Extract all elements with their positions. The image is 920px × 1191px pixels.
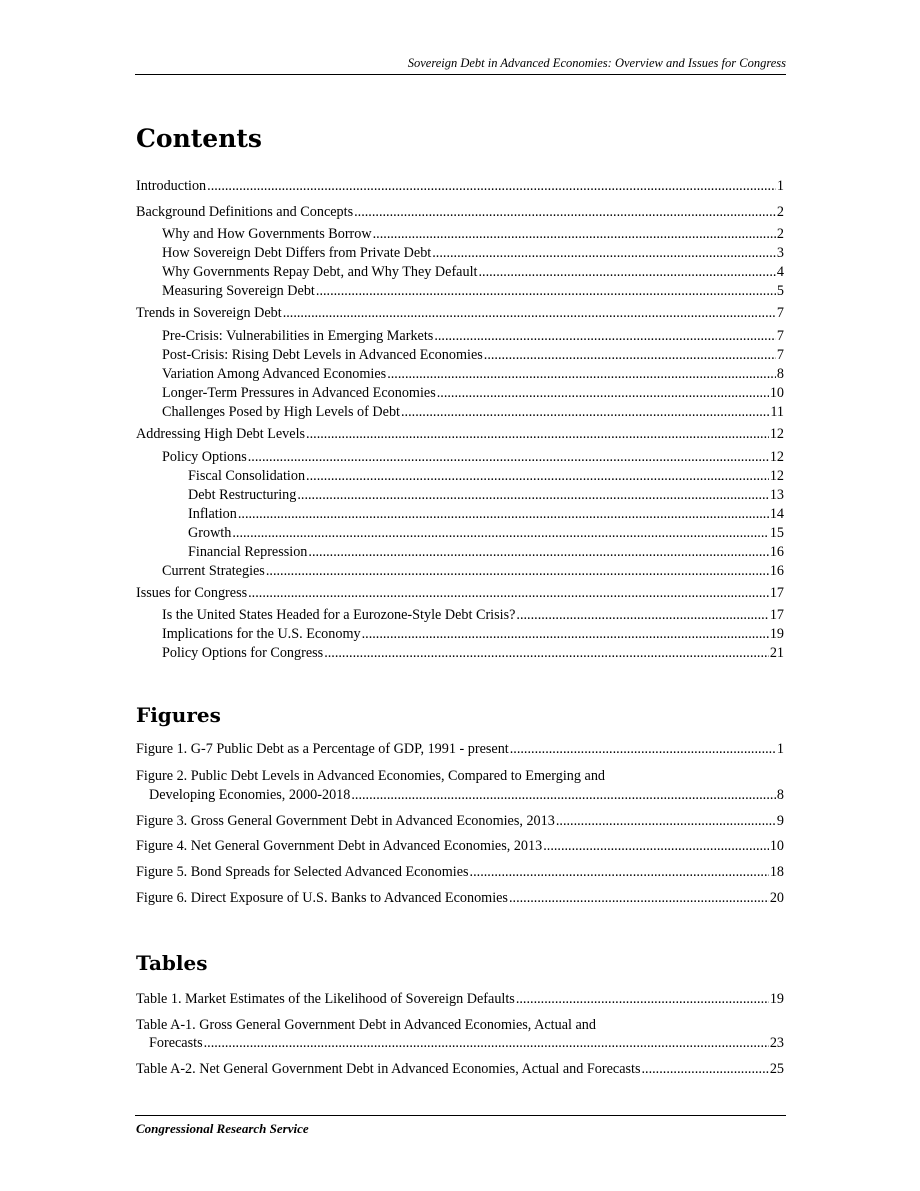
toc-entry-page: 3 [776, 245, 784, 261]
toc-entry-page: 21 [769, 645, 784, 661]
toc-entry-fiscal-consolidation[interactable] [188, 467, 784, 485]
toc-entry-measuring[interactable] [162, 282, 784, 300]
toc-entry-issues[interactable] [136, 584, 784, 602]
toc-entry-text: Implications for the U.S. Economy [162, 626, 361, 642]
toc-entry-text: Variation Among Advanced Economies [162, 366, 387, 382]
toc-entry-page: 14 [769, 506, 784, 522]
toc-entry-text: Challenges Posed by High Levels of Debt [162, 404, 400, 420]
toc-entry-text: Issues for Congress [136, 585, 248, 601]
table-entry-a1[interactable] [149, 1034, 784, 1052]
toc-entry-page: 2 [776, 226, 784, 242]
figure-entry-3[interactable] [136, 812, 784, 830]
toc-entry-page: 7 [776, 328, 784, 344]
figure-entry-text: Figure 6. Direct Exposure of U.S. Banks to Advanced Economies [136, 890, 508, 906]
toc-entry-text: Policy Options for Congress [162, 645, 324, 661]
toc-entry-page: 1 [776, 178, 784, 194]
toc-entry-text: Fiscal Consolidation [188, 468, 306, 484]
toc-entry-text: Introduction [136, 178, 207, 194]
figure-entry-1[interactable] [136, 740, 784, 758]
toc-entry-challenges[interactable] [162, 403, 784, 421]
figure-entry-text: Figure 1. G-7 Public Debt as a Percentage of GDP, 1991 - present [136, 741, 509, 757]
toc-entry-page: 15 [769, 525, 784, 541]
toc-entry-text: How Sovereign Debt Differs from Private Debt [162, 245, 432, 261]
toc-entry-page: 8 [776, 366, 784, 382]
toc-entry-current-strategies[interactable] [162, 562, 784, 580]
toc-entry-page: 4 [776, 264, 784, 280]
figure-entry-page: 18 [769, 864, 784, 880]
figure-entry-page: 10 [769, 838, 784, 854]
toc-entry-text: Why Governments Repay Debt, and Why They Default [162, 264, 478, 280]
toc-entry-page: 5 [776, 283, 784, 299]
toc-entry-introduction[interactable] [136, 177, 784, 195]
figure-entry-page: 9 [776, 813, 784, 829]
running-header: Sovereign Debt in Advanced Economies: Overview and Issues for Congress [407, 56, 786, 70]
table-entry-text: Table 1. Market Estimates of the Likelihood of Sovereign Defaults [136, 991, 515, 1007]
toc-entry-page: 16 [769, 544, 784, 560]
toc-entry-page: 7 [776, 347, 784, 363]
figure-entry-page: 8 [776, 787, 784, 803]
toc-entry-post-crisis[interactable] [162, 346, 784, 364]
table-entry-a2[interactable] [136, 1060, 784, 1078]
toc-entry-page: 17 [769, 607, 784, 623]
toc-entry-text: Is the United States Headed for a Eurozone-Style Debt Crisis? [162, 607, 516, 623]
toc-entry-text: Why and How Governments Borrow [162, 226, 372, 242]
toc-entry-page: 11 [770, 404, 784, 420]
figure-entry-text: Figure 5. Bond Spreads for Selected Advanced Economies [136, 864, 469, 880]
table-entry-a1-line1[interactable]: Table A-1. Gross General Government Debt in Advanced Economies, Actual and [136, 1017, 596, 1033]
toc-entry-page: 7 [776, 305, 784, 321]
footer-text: Congressional Research Service [136, 1121, 309, 1136]
toc-entry-eurozone-crisis[interactable] [162, 606, 784, 624]
toc-entry-text: Debt Restructuring [188, 487, 297, 503]
table-entry-page: 23 [769, 1035, 784, 1051]
toc-entry-text: Growth [188, 525, 232, 541]
header-rule [135, 74, 786, 75]
toc-entry-page: 13 [769, 487, 784, 503]
toc-entry-page: 12 [769, 468, 784, 484]
toc-entry-financial-repression[interactable] [188, 543, 784, 561]
table-entry-text: Forecasts [149, 1035, 203, 1051]
toc-entry-text: Policy Options [162, 449, 247, 465]
toc-entry-text: Post-Crisis: Rising Debt Levels in Advanced Economies [162, 347, 483, 363]
figure-entry-text: Figure 4. Net General Government Debt in Advanced Economies, 2013 [136, 838, 543, 854]
toc-entry-text: Current Strategies [162, 563, 265, 579]
toc-entry-pre-crisis[interactable] [162, 327, 784, 345]
toc-entry-page: 17 [769, 585, 784, 601]
toc-entry-implications[interactable] [162, 625, 784, 643]
toc-entry-policy-congress[interactable] [162, 644, 784, 662]
figure-entry-6[interactable] [136, 889, 784, 907]
figure-entry-5[interactable] [136, 863, 784, 881]
toc-entry-text: Inflation [188, 506, 237, 522]
toc-entry-variation[interactable] [162, 365, 784, 383]
table-entry-1[interactable] [136, 990, 784, 1008]
figure-entry-2[interactable] [149, 786, 784, 804]
table-entry-text: Table A-2. Net General Government Debt in Advanced Economies, Actual and Forecasts [136, 1061, 641, 1077]
toc-entry-trends[interactable] [136, 304, 784, 322]
toc-entry-debt-restructuring[interactable] [188, 486, 784, 504]
toc-entry-text: Trends in Sovereign Debt [136, 305, 282, 321]
toc-entry-page: 19 [769, 626, 784, 642]
figure-entry-text: Figure 3. Gross General Government Debt in Advanced Economies, 2013 [136, 813, 555, 829]
toc-entry-text: Longer-Term Pressures in Advanced Economies [162, 385, 436, 401]
toc-entry-policy-options[interactable] [162, 448, 784, 466]
toc-entry-page: 12 [769, 449, 784, 465]
toc-entry-text: Financial Repression [188, 544, 308, 560]
toc-entry-repay-default[interactable] [162, 263, 784, 281]
toc-entry-page: 10 [769, 385, 784, 401]
toc-entry-text: Measuring Sovereign Debt [162, 283, 315, 299]
toc-entry-page: 16 [769, 563, 784, 579]
toc-entry-page: 2 [776, 204, 784, 220]
toc-entry-background[interactable] [136, 203, 784, 221]
footer-rule [135, 1115, 786, 1116]
figure-entry-page: 20 [769, 890, 784, 906]
toc-entry-page: 12 [769, 426, 784, 442]
toc-entry-text: Pre-Crisis: Vulnerabilities in Emerging Markets [162, 328, 434, 344]
toc-entry-why-how-borrow[interactable] [162, 225, 784, 243]
toc-entry-differs-private[interactable] [162, 244, 784, 262]
contents-heading: Contents [136, 124, 263, 153]
figures-heading: Figures [136, 703, 221, 727]
toc-entry-text: Addressing High Debt Levels [136, 426, 306, 442]
figure-entry-4[interactable] [136, 837, 784, 855]
table-entry-page: 25 [769, 1061, 784, 1077]
figure-entry-text: Developing Economies, 2000-2018 [149, 787, 351, 803]
tables-heading: Tables [136, 951, 208, 975]
toc-entry-longer-term[interactable] [162, 384, 784, 402]
toc-entry-growth[interactable] [188, 524, 784, 542]
toc-entry-inflation[interactable] [188, 505, 784, 523]
toc-entry-text: Background Definitions and Concepts [136, 204, 354, 220]
table-entry-page: 19 [769, 991, 784, 1007]
figure-entry-2-line1[interactable]: Figure 2. Public Debt Levels in Advanced Economies, Compared to Emerging and [136, 768, 606, 784]
figure-entry-page: 1 [776, 741, 784, 757]
toc-entry-addressing[interactable] [136, 425, 784, 443]
